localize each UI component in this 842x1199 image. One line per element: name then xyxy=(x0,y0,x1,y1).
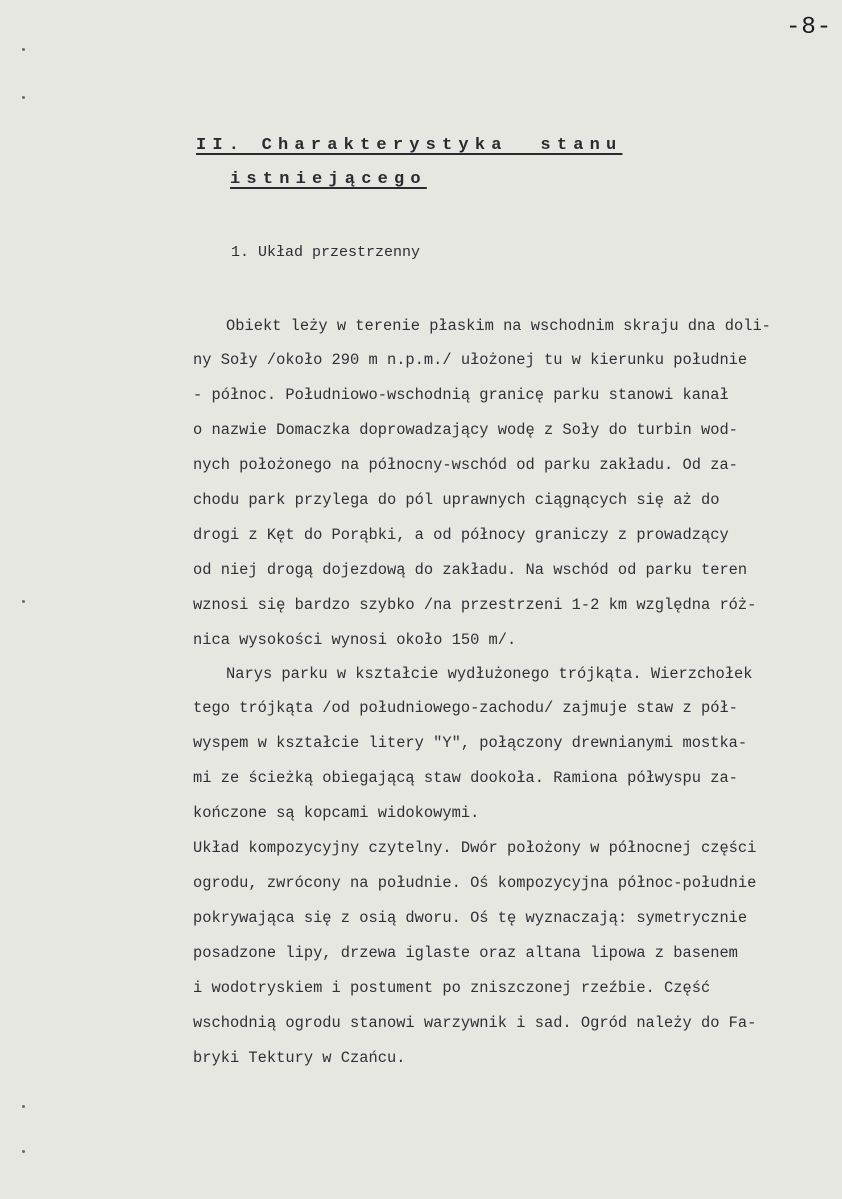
margin-mark xyxy=(22,96,25,99)
margin-mark xyxy=(22,1150,25,1153)
chapter-heading-continuation: istniejącego xyxy=(230,170,427,189)
text-line: Obiekt leży w terenie płaskim na wschodnim skraju dna doli- xyxy=(226,317,771,335)
page-number: -8- xyxy=(786,14,833,41)
text-line: od niej drogą dojezdową do zakładu. Na wschód od parku teren xyxy=(193,561,748,579)
text-line: mi ze ścieżką obiegającą staw dookoła. Ramiona półwyspu za- xyxy=(193,769,738,787)
text-line: posadzone lipy, drzewa iglaste oraz altana lipowa z basenem xyxy=(193,944,738,962)
text-line: wschodnią ogrodu stanowi warzywnik i sad. Ogród należy do Fa- xyxy=(193,1014,757,1032)
text-line: ny Soły /około 290 m n.p.m./ ułożonej tu w kierunku południe xyxy=(193,351,748,369)
text-line: drogi z Kęt do Porąbki, a od północy graniczy z prowadzący xyxy=(193,526,729,544)
text-line: Układ kompozycyjny czytelny. Dwór położony w północnej części xyxy=(193,839,757,857)
text-line: pokrywająca się z osią dworu. Oś tę wyznaczają: symetrycznie xyxy=(193,909,748,927)
text-line: wyspem w kształcie litery "Y", połączony drewnianymi mostka- xyxy=(193,734,748,752)
text-line: kończone są kopcami widokowymi. xyxy=(193,804,480,822)
section-title: 1. Układ przestrzenny xyxy=(231,244,421,261)
text-line: - północ. Południowo-wschodnią granicę parku stanowi kanał xyxy=(193,386,729,404)
text-line: nych położonego na północny-wschód od parku zakładu. Od za- xyxy=(193,456,738,474)
chapter-heading: II. Charakterystyka stanu xyxy=(196,136,623,155)
margin-mark xyxy=(22,48,25,51)
text-line: tego trójkąta /od południowego-zachodu/ zajmuje staw z pół- xyxy=(193,699,738,717)
text-line: nica wysokości wynosi około 150 m/. xyxy=(193,631,517,649)
text-line: i wodotryskiem i postument po zniszczonej rzeźbie. Część xyxy=(193,979,711,997)
margin-mark xyxy=(22,600,25,603)
text-line: bryki Tektury w Czańcu. xyxy=(193,1049,406,1067)
margin-mark xyxy=(22,1105,25,1108)
text-line: wznosi się bardzo szybko /na przestrzeni 1-2 km względna róż- xyxy=(193,596,757,614)
text-line: ogrodu, zwrócony na południe. Oś kompozycyjna północ-południe xyxy=(193,874,757,892)
text-line: Narys parku w kształcie wydłużonego trójkąta. Wierzchołek xyxy=(226,665,753,683)
text-line: chodu park przylega do pól uprawnych ciągnących się aż do xyxy=(193,491,720,509)
text-line: o nazwie Domaczka doprowadzający wodę z Soły do turbin wod- xyxy=(193,421,738,439)
